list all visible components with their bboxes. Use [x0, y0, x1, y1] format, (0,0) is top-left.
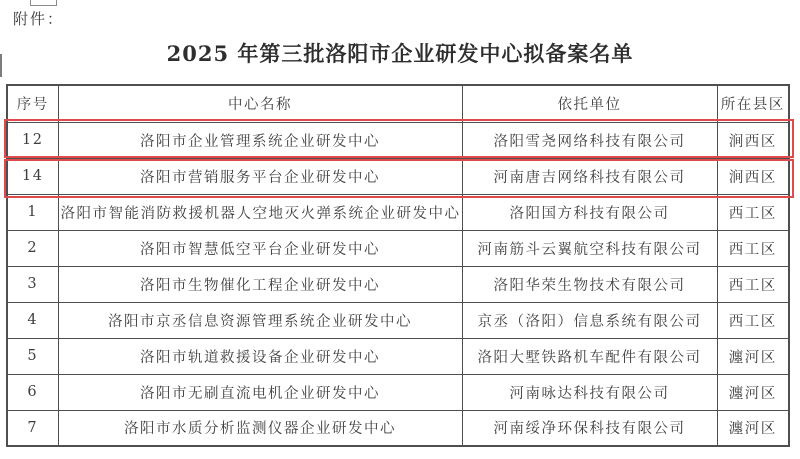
- cell-supporting-unit: 洛阳雪尧网络科技有限公司: [462, 122, 717, 158]
- cell-district: 西工区: [717, 302, 789, 338]
- cell-center-name: 洛阳市智慧低空平台企业研发中心: [58, 230, 462, 266]
- header-supporting-unit: 依托单位: [462, 85, 717, 122]
- cell-district: 涧西区: [717, 158, 789, 194]
- table-row: [7, 230, 789, 266]
- cell-supporting-unit: 洛阳国方科技有限公司: [462, 194, 717, 230]
- cell-supporting-unit: 河南唐吉网络科技有限公司: [462, 158, 717, 194]
- table-row: [7, 410, 789, 446]
- table-row: [7, 374, 789, 410]
- table-header-row: [7, 85, 789, 122]
- cell-supporting-unit: 洛阳大墅铁路机车配件有限公司: [462, 338, 717, 374]
- cell-no: 1: [7, 194, 58, 230]
- cell-center-name: 洛阳市生物催化工程企业研发中心: [58, 266, 462, 302]
- cell-no: 3: [7, 266, 58, 302]
- cell-district: 西工区: [717, 194, 789, 230]
- cell-supporting-unit: 洛阳华荣生物技术有限公司: [462, 266, 717, 302]
- cell-center-name: 洛阳市企业管理系统企业研发中心: [58, 122, 462, 158]
- table-row: [7, 338, 789, 374]
- cell-center-name: 洛阳市营销服务平台企业研发中心: [58, 158, 462, 194]
- cell-district: 西工区: [717, 266, 789, 302]
- table-row: [7, 194, 789, 230]
- page-corner-artifact: [30, 0, 57, 6]
- cell-no: 4: [7, 302, 58, 338]
- cell-no: 2: [7, 230, 58, 266]
- cell-center-name: 洛阳市轨道救援设备企业研发中心: [58, 338, 462, 374]
- cell-no: 12: [7, 122, 58, 158]
- cell-district: 瀍河区: [717, 338, 789, 374]
- rd-center-table: [6, 84, 790, 447]
- table-row: [7, 266, 789, 302]
- table-row: [7, 302, 789, 338]
- cell-district: 瀍河区: [717, 410, 789, 446]
- header-center-name: 中心名称: [58, 85, 462, 122]
- cell-supporting-unit: 河南咏达科技有限公司: [462, 374, 717, 410]
- page-title: 2025 年第三批洛阳市企业研发中心拟备案名单: [166, 41, 634, 66]
- header-district: 所在县区: [717, 85, 789, 122]
- cell-center-name: 洛阳市无刷直流电机企业研发中心: [58, 374, 462, 410]
- cell-no: 7: [7, 410, 58, 446]
- cell-no: 14: [7, 158, 58, 194]
- attachment-label: 附件：: [13, 10, 65, 28]
- cell-district: 涧西区: [717, 122, 789, 158]
- header-no: 序号: [7, 85, 58, 122]
- cell-center-name: 洛阳市京丞信息资源管理系统企业研发中心: [58, 302, 462, 338]
- cell-supporting-unit: 京丞（洛阳）信息系统有限公司: [462, 302, 717, 338]
- cell-district: 西工区: [717, 230, 789, 266]
- table-row: [7, 158, 789, 194]
- cell-supporting-unit: 河南绥净环保科技有限公司: [462, 410, 717, 446]
- cell-center-name: 洛阳市智能消防救援机器人空地灭火弹系统企业研发中心: [58, 194, 462, 230]
- cell-center-name: 洛阳市水质分析监测仪器企业研发中心: [58, 410, 462, 446]
- table-row: [7, 122, 789, 158]
- cell-no: 6: [7, 374, 58, 410]
- cell-no: 5: [7, 338, 58, 374]
- cell-district: 瀍河区: [717, 374, 789, 410]
- cell-supporting-unit: 河南筋斗云翼航空科技有限公司: [462, 230, 717, 266]
